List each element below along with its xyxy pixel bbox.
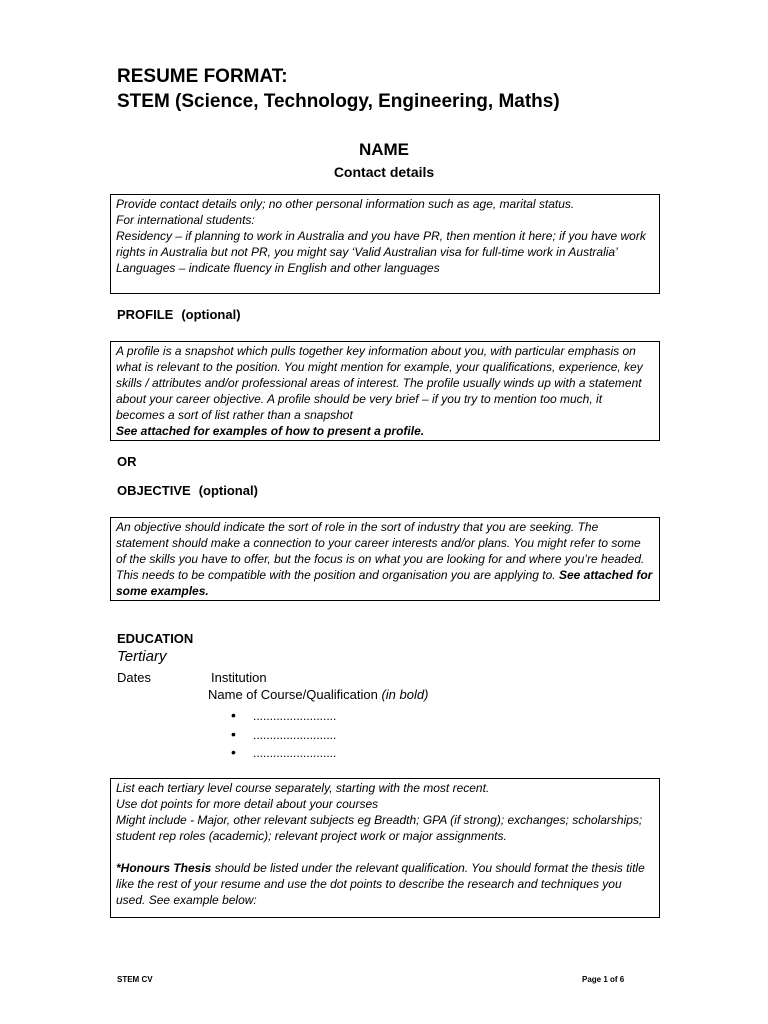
- document-title: [117, 64, 560, 114]
- contact-line: Provide contact details only; no other personal information such as age, marital status.: [116, 197, 575, 211]
- bullet-icon: •: [231, 707, 236, 723]
- honours-thesis-label: *Honours Thesis: [116, 861, 212, 875]
- bullet-icon: •: [231, 726, 236, 742]
- contact-line: Languages – indicate fluency in English and other languages: [116, 261, 440, 275]
- footer-document-label: STEM CV: [117, 975, 153, 984]
- education-guidance-line: Might include - Major, other relevant subjects eg Breadth; GPA (if strong); exchanges; scholarships; student rep roles (academic); relevant project work or major assignments.: [116, 813, 643, 843]
- list-item: [231, 707, 336, 724]
- objective-optional-label: (optional): [198, 483, 258, 498]
- objective-text: An objective should indicate the sort of role in the sort of industry that you are seeking. The statement should make a connection to your career interests and/or plans. You might refer to some of the skills you have to offer, but the focus is on what you are looking for and where you’re headed. This needs to be compatible with the position and organisation you are applying to.: [116, 520, 645, 582]
- title-line-1: RESUME FORMAT:: [117, 66, 288, 87]
- education-heading: EDUCATION: [117, 631, 194, 646]
- contact-line: Residency – if planning to work in Australia and you have PR, then mention it here; if you have work rights in Australia but not PR, you might say ‘Valid Australian visa for full-time work in Australia’: [116, 229, 646, 259]
- profile-text: A profile is a snapshot which pulls together key information about you, with particular emphasis on what is relevant to the position. You might mention for example, your qualifications, experience, key skills / attributes and/or professional areas of interest. The profile usually winds up with a statement about your career objective. A profile should be very brief – if you try to mention too much, it becomes a sort of list rather than a snapshot: [116, 344, 643, 422]
- profile-heading: [117, 307, 241, 322]
- profile-examples-note: See attached for examples of how to present a profile.: [116, 424, 425, 438]
- contact-line: For international students:: [116, 213, 255, 227]
- course-label: Name of Course/Qualification: [208, 687, 378, 702]
- objective-examples-note: See attached for some examples.: [116, 568, 653, 598]
- tertiary-subheading: Tertiary: [117, 648, 167, 665]
- objective-guidance-box: [110, 517, 660, 601]
- bullet-icon: •: [231, 744, 236, 760]
- profile-guidance-box: [110, 341, 660, 441]
- education-guidance-box: [110, 778, 660, 918]
- bullet-placeholder: .........................: [253, 728, 337, 742]
- bullet-placeholder: .........................: [253, 746, 337, 760]
- contact-details-heading: Contact details: [333, 164, 435, 180]
- contact-guidance-box: [110, 194, 660, 294]
- honours-thesis-text: should be listed under the relevant qualification. You should format the thesis title like the rest of your resume and use the dot points to describe the research and techniques you used. See example below:: [116, 861, 645, 907]
- dates-label: Dates: [117, 670, 151, 685]
- profile-optional-label: (optional): [181, 307, 241, 322]
- title-line-2: STEM (Science, Technology, Engineering, Maths): [117, 91, 560, 112]
- bullet-placeholder: .........................: [253, 709, 337, 723]
- list-item: [231, 744, 336, 761]
- or-label: OR: [117, 454, 137, 469]
- list-item: [231, 726, 336, 743]
- objective-heading: [117, 483, 258, 498]
- institution-label: Institution: [211, 670, 267, 685]
- education-guidance-line: List each tertiary level course separately, starting with the most recent.: [116, 781, 490, 795]
- course-note: (in bold): [381, 687, 429, 702]
- profile-heading-label: PROFILE: [117, 307, 174, 322]
- course-qualification-line: [208, 687, 428, 702]
- education-guidance-line: Use dot points for more detail about your courses: [116, 797, 379, 811]
- objective-heading-label: OBJECTIVE: [117, 483, 191, 498]
- name-heading: NAME: [358, 140, 410, 159]
- footer-page-number: Page 1 of 6: [582, 975, 625, 984]
